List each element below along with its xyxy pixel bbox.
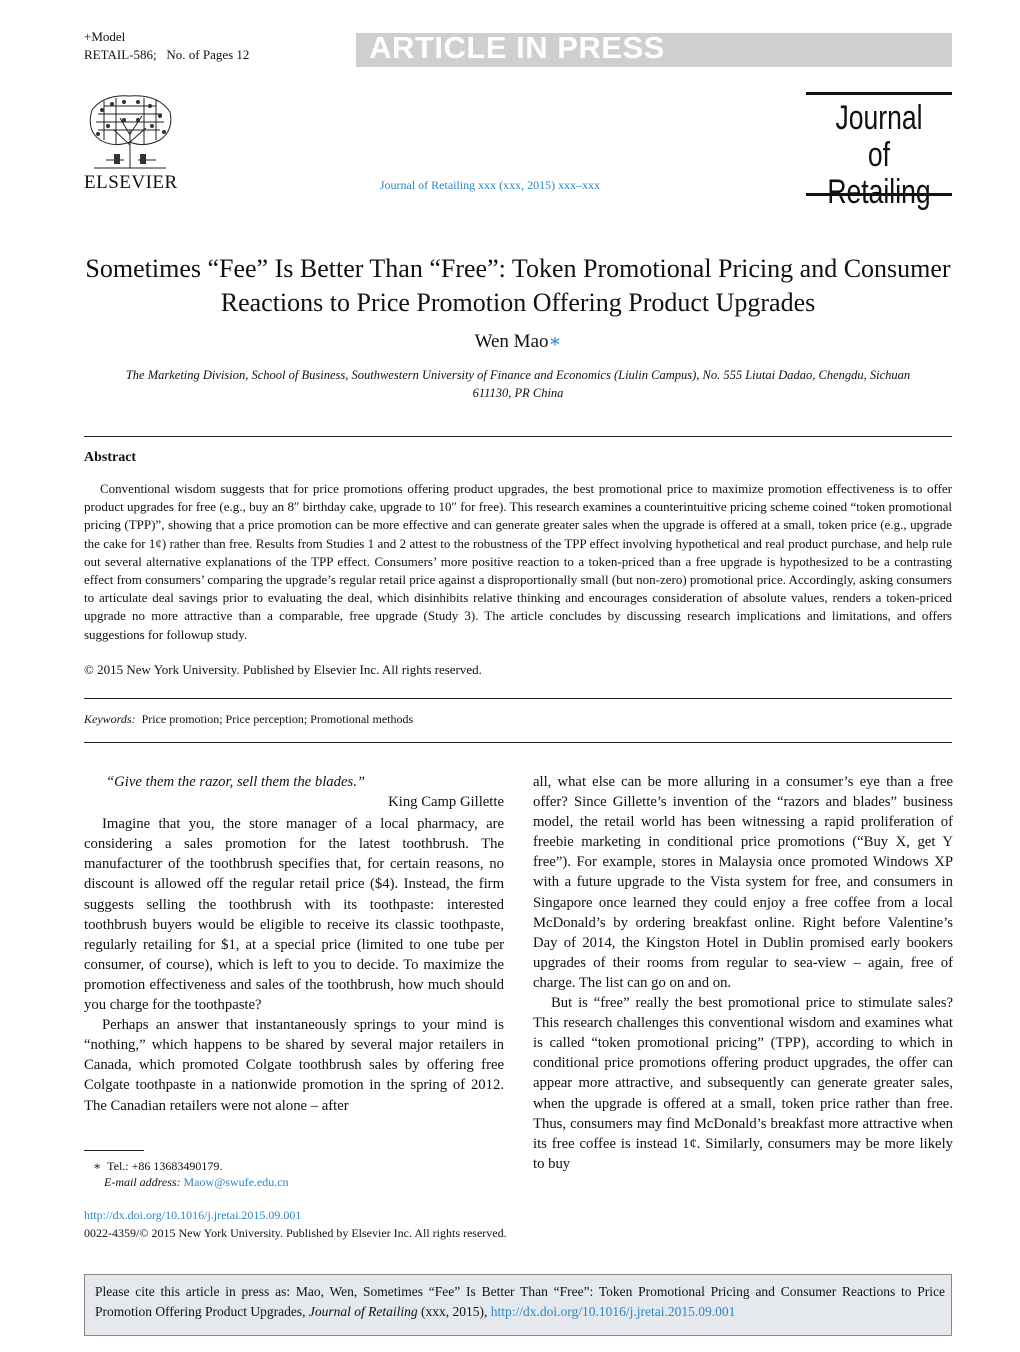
article-title: Sometimes “Fee” Is Better Than “Free”: Token Promotional Pricing and Consumer Reactions to Price Promotion Offering Product Upgrades bbox=[85, 254, 951, 317]
divider-top bbox=[84, 436, 952, 437]
paragraph: Imagine that you, the store manager of a local pharmacy, are considering a sales promotion for the latest toothbrush. The manufacturer of the toothbrush specifies that, for certain reasons, no discount is allowed off the regular retail price ($4). Instead, the firm suggests selling the toothbrush with its toothpaste: interested toothbrush buyers would be eligible to receive its classic toothpaste, regularly retailing for $1, at a special price (limited to one tube per consumer, of course), which is left to you to decide. To maximize the promotion effectiveness and sales of the toothbrush, how much should you charge for the toothpaste? bbox=[84, 816, 504, 1014]
body-column-left bbox=[84, 772, 504, 1116]
email-link[interactable]: Maow@swufe.edu.cn bbox=[183, 1175, 289, 1189]
journal-logo bbox=[822, 100, 936, 211]
author-name: Wen Mao bbox=[474, 331, 549, 352]
body-column-right bbox=[533, 772, 953, 1174]
keywords-values: Price promotion; Price perception; Promotional methods bbox=[141, 712, 414, 726]
epigraph: “Give them the razor, sell them the blades.” bbox=[106, 774, 366, 790]
citation-doi-link[interactable]: http://dx.doi.org/10.1016/j.jretai.2015.09.001 bbox=[490, 1304, 736, 1319]
press-label: ARTICLE IN PRESS bbox=[369, 30, 665, 65]
paragraph: But is “free” really the best promotional price to stimulate sales? This research challenges this conventional wisdom and examines what is called “token promotional pricing” (TPP), according to which in conditional price promotions offering product upgrades, the offer can appear more attractive, and subsequently can generate greater sales, when the upgrade is offered at a small, token price rather than free. Thus, consumers may find McDonald’s breakfast more attractive when its free coffee is instead 1¢. Similarly, consumers may be more likely to buy bbox=[533, 995, 953, 1172]
divider-abstract bbox=[84, 698, 952, 699]
paragraph: all, what else can be more alluring in a consumer’s eye than a free offer? Since Gillette’s invention of the “razors and blades” business model, the retail world has been witnessing a rapid proliferation of freebie marketing in conditional price promotions (“Buy X, get Y free”). For example, stores in Malaysia once promoted Windows XP with a future upgrade to the Vista system for free, and consumers in Singapore once learned they could enjoy a free coffee from a local McDonald’s by ordering breakfast online. Right before Valentine’s Day of 2014, the Kingston Hotel in Dublin promised early bookers upgrades of their rooms from regular to sea-view – again, free of charge. The list can go on and on. bbox=[533, 774, 953, 991]
article-ref bbox=[84, 46, 354, 64]
divider-keywords bbox=[84, 742, 952, 743]
page-count: No. of Pages 12 bbox=[166, 47, 250, 62]
abstract-copyright: © 2015 New York University. Published by Elsevier Inc. All rights reserved. bbox=[84, 662, 482, 677]
citation-suffix: (xxx, 2015), bbox=[420, 1304, 488, 1319]
abstract-heading: Abstract bbox=[84, 450, 137, 465]
publisher-name: ELSEVIER bbox=[84, 172, 178, 193]
citation-journal: Journal of Retailing bbox=[308, 1304, 418, 1319]
footnote-mark: ∗ bbox=[93, 1159, 102, 1173]
epigraph-author: King Camp Gillette bbox=[388, 794, 504, 811]
abstract-text: Conventional wisdom suggests that for price promotions offering product upgrades, the best promotional price to maximize promotion effectiveness is to offer product upgrades for free (e.g., buy an 8″ birthday cake, upgrade to 10″ for free). This research examines a counterintuitive pricing scheme coined “token promotional pricing (TPP)”, showing that a price promotion can be more effective and can generate greater sales when the upgrade is offered at a small, token price (e.g., upgrade the cake for 1¢) rather than free. Results from Studies 1 and 2 attest to the robustness of the TPP effect involving hypothetical and real product purchase, and help rule out several alternative explanations of the TPP effect. Consumers’ more positive reaction to a token-priced than a free upgrade is hypothesized to be a contrasting effect from consumers’ comparing the upgrade’s regular retail price against a disproportionally small (but non-zero) promotional price. Accordingly, asking consumers to articulate deal savings prior to evaluating the deal, which disinhibits relative thinking and encourages consideration of absolute values, renders a token-priced upgrade no more attractive than a comparable, free upgrade (Study 3). The article concludes by discussing research implications and limitations, and offers suggestions for followup study. bbox=[84, 481, 952, 642]
keywords-label: Keywords: bbox=[84, 712, 136, 726]
journal-logo-line1: Journal of bbox=[835, 99, 923, 174]
journal-citation-link[interactable]: Journal of Retailing xxx (xxx, 2015) xxx–xxx bbox=[379, 178, 601, 192]
issn-line: 0022-4359/© 2015 New York University. Published by Elsevier Inc. All rights reserved. bbox=[84, 1226, 507, 1240]
elsevier-tree-logo bbox=[84, 90, 176, 170]
model-label: +Model bbox=[84, 29, 126, 44]
footnote-rule bbox=[84, 1150, 144, 1151]
author-footnote-link[interactable]: ∗ bbox=[548, 331, 562, 352]
article-meta bbox=[84, 28, 354, 64]
doi-block bbox=[84, 1206, 507, 1242]
author-line bbox=[84, 330, 952, 353]
affiliation: The Marketing Division, School of Business, Southwestern University of Finance and Economics (Liulin Campus), No. 555 Liutai Dadao, Chengdu, Sichuan 611130, PR China bbox=[125, 368, 911, 400]
email-label: E-mail address: bbox=[104, 1175, 181, 1189]
journal-logo-line2: Retailing bbox=[827, 173, 931, 211]
citation-text bbox=[95, 1282, 945, 1322]
paragraph: Perhaps an answer that instantaneously springs to your mind is “nothing,” which happens to be shared by several major retailers in Canada, which promoted Colgate toothbrush sales by offering free Colgate toothpaste in a nationwide promotion in the spring of 2012. The Canadian retailers were not alone – after bbox=[84, 1017, 504, 1114]
doi-link[interactable]: http://dx.doi.org/10.1016/j.jretai.2015.09.001 bbox=[84, 1208, 302, 1222]
ref-code: RETAIL-586; bbox=[84, 47, 157, 62]
footnote-tel: Tel.: +86 13683490179. bbox=[107, 1159, 223, 1173]
citation-prefix: Please cite this article in press as: Mao, Wen, Sometimes “Fee” Is Better Than “Free”: Token Promotional Pricing and Consumer Reactions to Price Promotion Offering Product Upgrades, bbox=[95, 1284, 945, 1319]
footnote bbox=[84, 1158, 504, 1190]
keywords bbox=[84, 712, 413, 727]
